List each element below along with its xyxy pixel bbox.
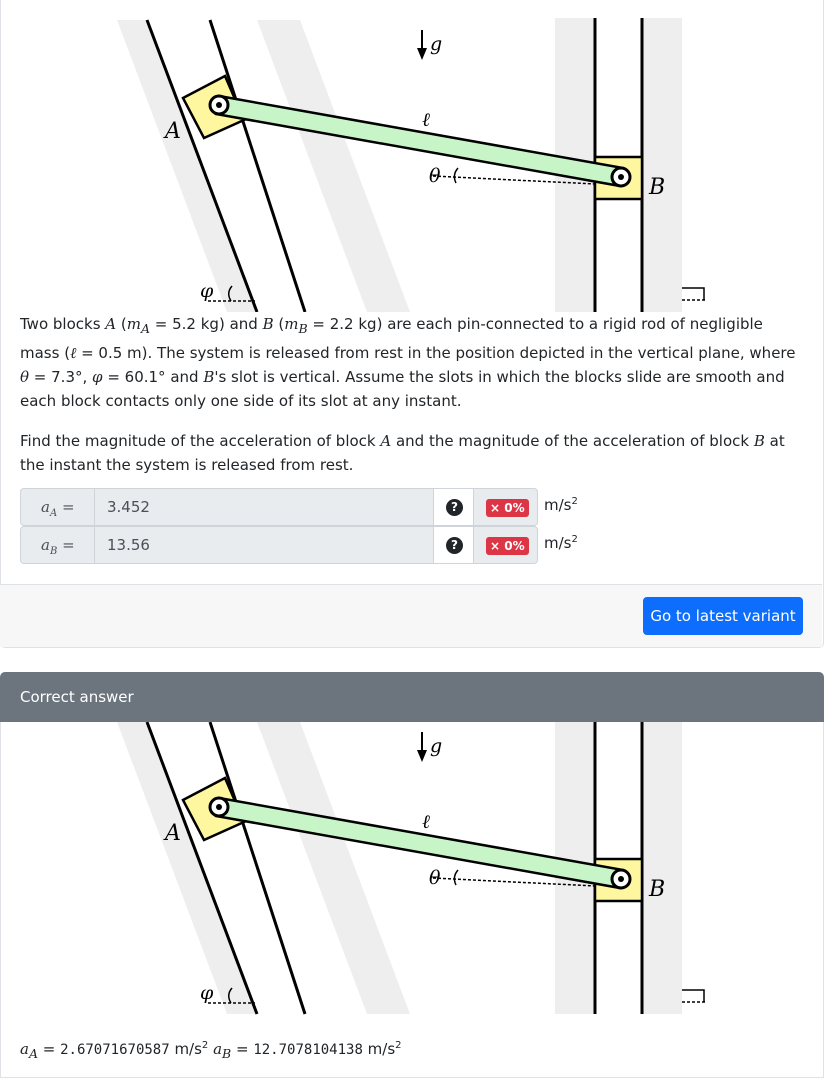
block-b-label: B: [649, 877, 666, 902]
gravity-arrow-icon: [417, 30, 427, 60]
unit-label: $m/s^2$: [544, 496, 578, 514]
unit-label: $m/s^2$: [544, 534, 578, 552]
question-circle-icon: ?: [446, 499, 463, 516]
block-a-label: A: [165, 119, 181, 144]
theta-label: θ: [429, 867, 441, 889]
answer-row-a-a: [20, 488, 580, 526]
mechanism-diagram-answer: [0, 722, 824, 1034]
score-badge: × 0%: [486, 537, 529, 555]
block-a-label: A: [165, 821, 181, 846]
answer-input-a-a[interactable]: 3.452: [94, 488, 434, 526]
answer-label: $a_B$ =: [20, 526, 94, 564]
answer-row-a-b: [20, 526, 580, 564]
answer-var: a: [213, 1040, 223, 1058]
gravity-arrow-icon: [417, 732, 427, 762]
correct-value-a-b: 12.7078104138: [253, 1042, 363, 1058]
problem-paragraph-2: Find the magnitude of the acceleration of block A and the magnitude of the acceleration of block B at the instant the system is released from rest.: [20, 432, 785, 474]
right-angle-icon: [682, 990, 704, 1002]
gravity-label: g: [430, 33, 443, 55]
correct-answer-values: $a_A = 2.67071670587$ $m/s^2$ $a_B = 12.7078104138$ $m/s^2$: [20, 1040, 402, 1061]
score-cell: [474, 488, 538, 526]
gravity-label: g: [430, 735, 443, 757]
theta-label: θ: [429, 165, 441, 187]
score-badge: × 0%: [486, 499, 529, 517]
answer-input-a-b[interactable]: 13.56: [94, 526, 434, 564]
length-label: ℓ: [422, 811, 430, 833]
go-to-latest-variant-button[interactable]: Go to latest variant: [643, 597, 803, 635]
answer-label: $a_A$ =: [20, 488, 94, 526]
length-label: ℓ: [422, 109, 430, 131]
phi-label: φ: [200, 280, 214, 302]
help-button[interactable]: [434, 488, 474, 526]
help-button[interactable]: [434, 526, 474, 564]
slot-a: [117, 722, 410, 1014]
problem-statement: [20, 312, 800, 477]
answer-var: a: [20, 1040, 29, 1058]
correct-value-a-a: 2.67071670587: [60, 1042, 170, 1058]
block-b-label: B: [649, 175, 666, 200]
phi-label: φ: [200, 982, 214, 1004]
score-cell: [474, 526, 538, 564]
correct-answer-header: Correct answer: [0, 672, 824, 722]
question-circle-icon: ?: [446, 537, 463, 554]
mechanism-diagram: [0, 0, 824, 312]
right-angle-icon: [682, 288, 704, 300]
slot-a: [117, 20, 410, 312]
problem-paragraph-1: Two blocks A ($m_A = 5.2$ kg) and B ($m_B = 2.2$ kg) are each pin-connected to a rigid rod of negligible mass (ℓ = 0.5 m). The system is released from rest in the position depicted in the vertical plane, where θ = 7.3°, φ = 60.1° and B's slot is vertical. Assume the slots in which the blocks slide are smooth and each block contacts only one side of its slot at any instant.: [20, 315, 796, 410]
